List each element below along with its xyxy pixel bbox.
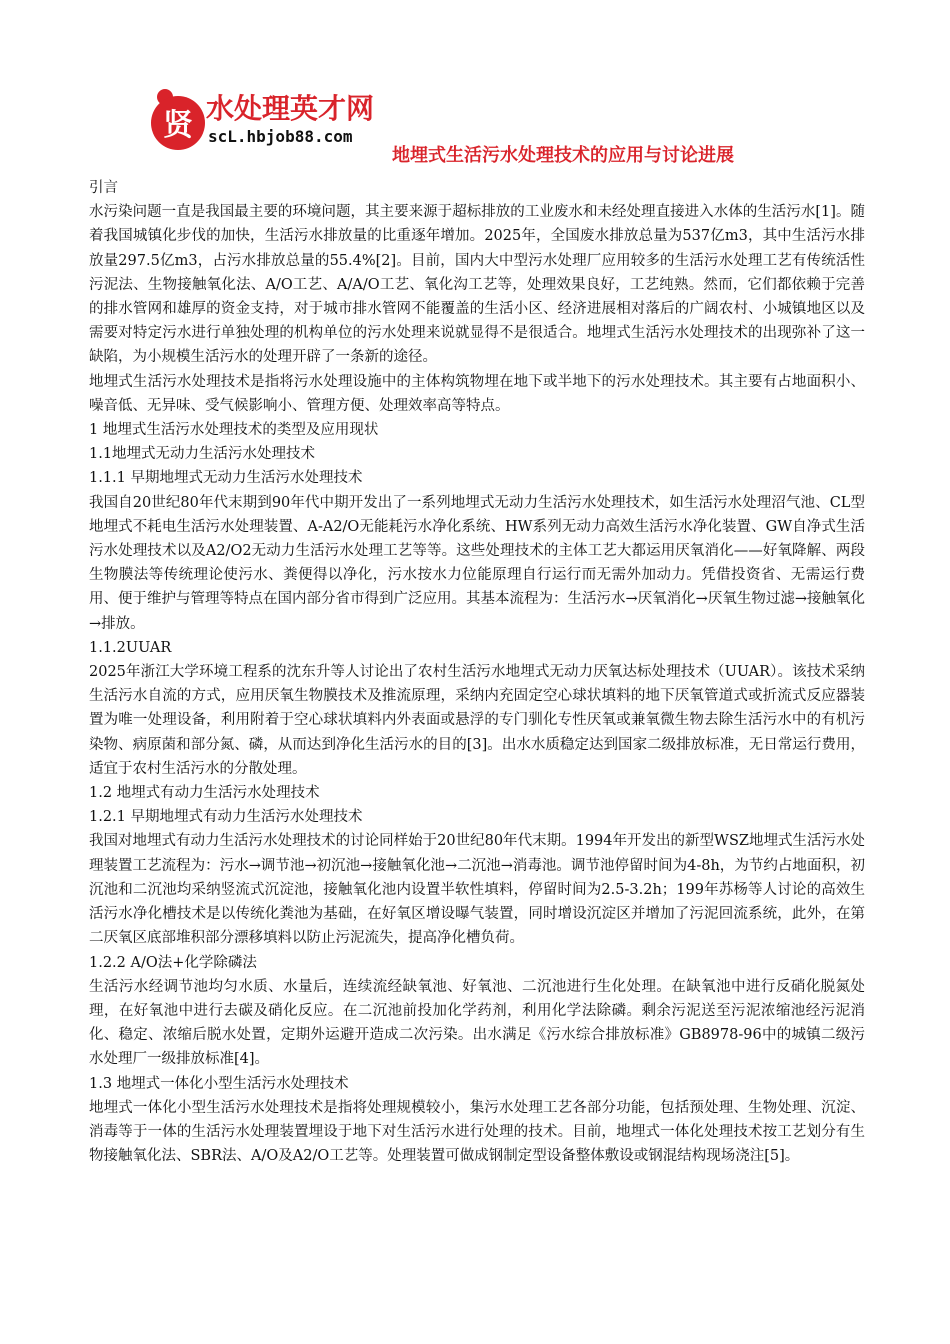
subsection-heading: 1.1.2UUAR <box>89 639 172 656</box>
body-paragraph: 我国对地埋式有动力生活污水处理技术的讨论同样始于20世纪80年代末期。1994年开发出的新型WSZ地埋式生活污水处理装置工艺流程为：污水→调节池→初沉池→接触氧化池→二沉池→消毒池。调节池停留时间为4-8h，为节约占地面积，初沉池和二沉池均采纳竖流式沉淀池，接触氧化池内设置半软性填料，停留时间为2.5-3.2h；199年苏杨等人讨论的高效生活污水净化槽技术是以传统化粪池为基础，在好氧区增设曝气装置，同时增设沉淀区并增加了污泥回流系统，此外，在第二厌氧区底部堆积部分漂移填料以防止污泥流失，提高净化槽负荷。 <box>89 833 865 947</box>
document-body <box>89 176 865 1168</box>
body-paragraph: 地埋式一体化小型生活污水处理技术是指将处理规模较小，集污水处理工艺各部分功能，包括预处理、生物处理、沉淀、消毒等于一体的生活污水处理装置埋设于地下对生活污水进行处理的技术。目前，地埋式一体化处理技术按工艺划分有生物接触氧化法、SBR法、A/O及A2/O工艺等。处理装置可做成钢制定型设备整体敷设或钢混结构现场浇注[5]。 <box>89 1099 865 1165</box>
site-logo[interactable] <box>148 82 398 162</box>
subsection-heading: 1.2.1 早期地埋式有动力生活污水处理技术 <box>89 809 363 826</box>
body-paragraph: 水污染问题一直是我国最主要的环境问题，其主要来源于超标排放的工业废水和未经处理直接进入水体的生活污水[1]。随着我国城镇化步伐的加快，生活污水排放量的比重逐年增加。2025年，全国废水排放总量为537亿m3，其中生活污水排放量297.5亿m3，占污水排放总量的55.4%[2]。目前，国内大中型污水处理厂应用较多的生活污水处理工艺有传统活性污泥法、生物接触氧化法、A/O工艺、A/A/O工艺、氧化沟工艺等，处理效果良好，工艺纯熟。然而，它们都依赖于完善的排水管网和雄厚的资金支持，对于城市排水管网不能覆盖的生活小区、经济进展相对落后的广阔农村、小城镇地区以及需要对特定污水进行单独处理的机构单位的污水处理来说就显得不是很适合。地埋式生活污水处理技术的出现弥补了这一缺陷，为小规模生活污水的处理开辟了一条新的途径。 <box>89 204 865 366</box>
section-heading: 1 地埋式生活污水处理技术的类型及应用现状 <box>89 422 379 439</box>
subsection-heading: 1.1.1 早期地埋式无动力生活污水处理技术 <box>89 470 363 487</box>
body-paragraph: 我国自20世纪80年代末期到90年代中期开发出了一系列地埋式无动力生活污水处理技术，如生活污水处理沼气池、CL型地埋式不耗电生活污水处理装置、A-A2/O无能耗污水净化系统、HW系列无动力高效生活污水净化装置、GW自净式生活污水处理技术以及A2/O2无动力生活污水处理工艺等等。这些处理技术的主体工艺大都运用厌氧消化——好氧降解、两段生物膜法等传统理论使污水、粪便得以净化，污水按水力位能原理自行运行而无需外加动力。凭借投资省、无需运行费用、便于维护与管理等特点在国内部分省市得到广泛应用。其基本流程为：生活污水→厌氧消化→厌氧生物过滤→接触氧化→排放。 <box>89 494 865 632</box>
document-title: 地埋式生活污水处理技术的应用与讨论进展 <box>392 145 734 166</box>
subsection-heading: 1.1地埋式无动力生活污水处理技术 <box>89 446 316 463</box>
logo-seal-char: 贤 <box>163 108 193 143</box>
subsection-heading: 1.3 地埋式一体化小型生活污水处理技术 <box>89 1075 349 1092</box>
body-paragraph: 生活污水经调节池均匀水质、水量后，连续流经缺氧池、好氧池、二沉池进行生化处理。在缺氧池中进行反硝化脱氮处理，在好氧池中进行去碳及硝化反应。在二沉池前投加化学药剂，利用化学法除磷。剩余污泥送至污泥浓缩池经污泥消化、稳定、浓缩后脱水处置，定期外运避开造成二次污染。出水满足《污水综合排放标准》GB8978-96中的城镇二级污水处理厂一级排放标准[4]。 <box>89 978 865 1068</box>
logo-brand-name: 水处理英才网 <box>206 92 375 125</box>
section-heading: 引言 <box>89 180 118 196</box>
logo-url: scL.hbjob88.com <box>208 127 353 146</box>
body-paragraph: 2025年浙江大学环境工程系的沈东升等人讨论出了农村生活污水地埋式无动力厌氧达标处理技术（UUAR）。该技术采纳生活污水自流的方式，应用厌氧生物膜技术及推流原理，采纳内充固定空心球状填料的地下厌氧管道式或折流式反应器装置为唯一处理设备，利用附着于空心球状填料内外表面或悬浮的专门驯化专性厌氧或兼氧微生物去除生活污水中的有机污染物、病原菌和部分氮、磷，从而达到净化生活污水的目的[3]。出水水质稳定达到国家二级排放标准，无日常运行费用，适宜于农村生活污水的分散处理。 <box>89 664 865 777</box>
body-paragraph: 地埋式生活污水处理技术是指将污水处理设施中的主体构筑物埋在地下或半地下的污水处理技术。其主要有占地面积小、噪音低、无异味、受气候影响小、管理方便、处理效率高等特点。 <box>89 373 865 414</box>
subsection-heading: 1.2.2 A/O法+化学除磷法 <box>89 954 257 971</box>
logo-seal-icon <box>148 82 208 158</box>
subsection-heading: 1.2 地埋式有动力生活污水处理技术 <box>89 785 320 802</box>
